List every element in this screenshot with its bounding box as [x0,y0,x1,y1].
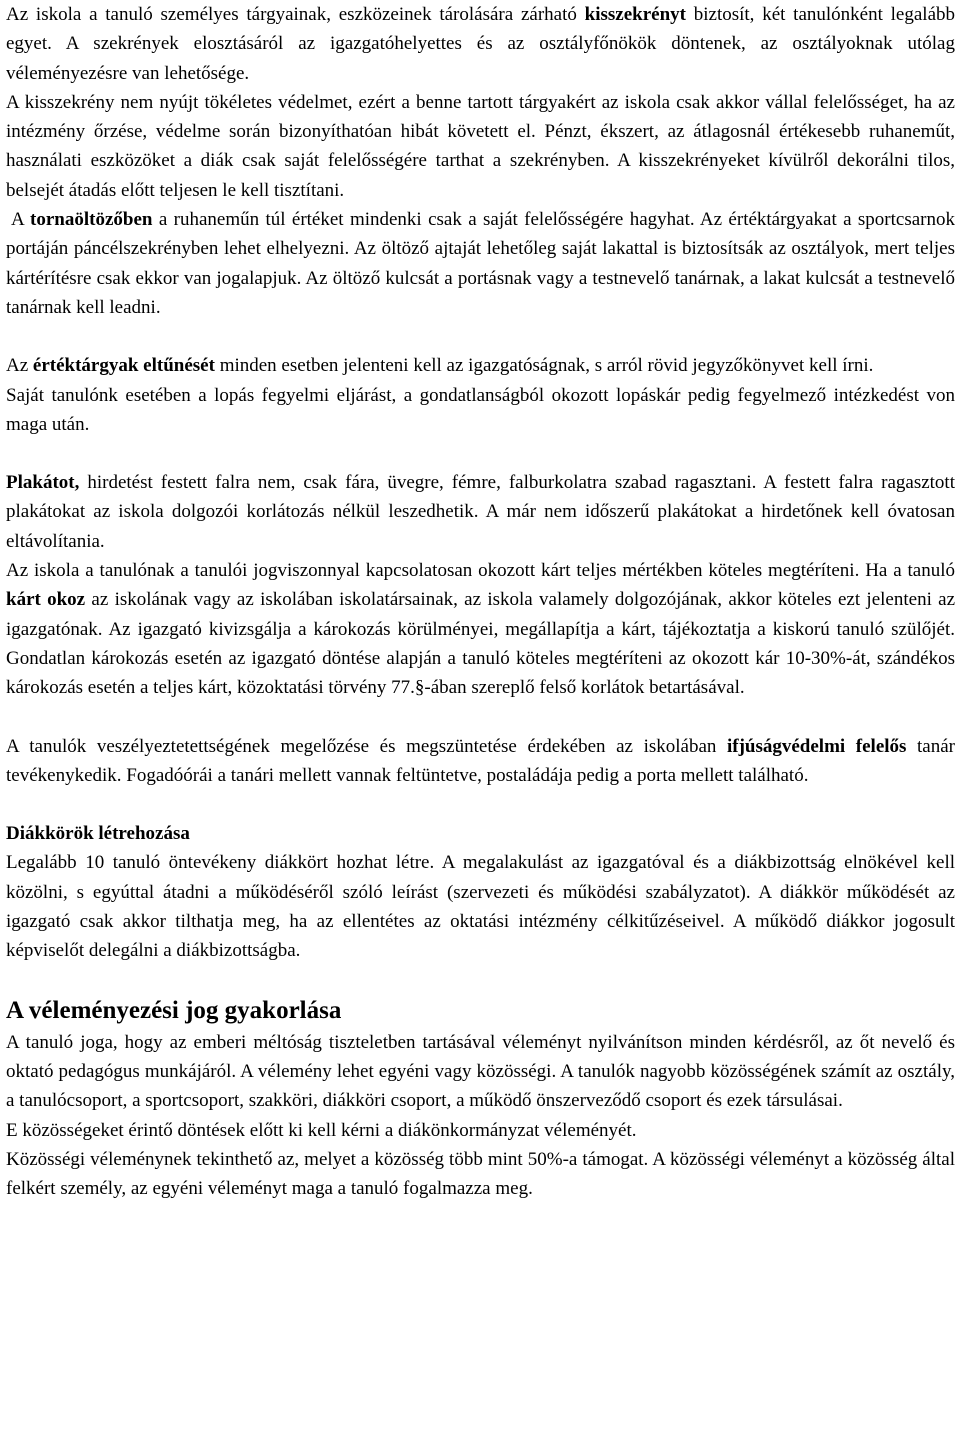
paragraph-student-clubs: Legalább 10 tanuló öntevékeny diákkört hozhat létre. A megalakulást az igazgatóval és a diákbizottság elnökével kell közölni, s egyúttal átadni a működéséről szóló leírást (szervezeti és működési szabályzatot). A diákkör működését az igazgató csak akkor tilthatja meg, ha az ellentétes az oktatási intézmény célkitűzéseivel. A működő diákkor jogosult képviselőt delegálni a diákbizottságba. [6,852,955,962]
paragraph-community-opinion: Közösségi véleménynek tekinthető az, melyet a közösség több mint 50%-a támogat. A közösségi véleményt a közösség által felkért személy, az egyéni véleményt maga a tanuló fogalmazza meg. [6,1148,955,1200]
paragraph-posters: Plakátot, hirdetést festett falra nem, csak fára, üvegre, fémre, falburkolatra szabad ragasztani. A festett falra ragasztott plakátokat az iskola dolgozói korlátozás nélkül leszedhetik. A már nem időszerű plakátokat a hirdetőnek kell óvatosan eltávolítania. [6,472,955,552]
emphasis-changing-room: tornaöltözőben [30,209,153,231]
emphasis-youth-protection: ifjúságvédelmi felelős [726,735,907,757]
document-page [6,0,955,1203]
paragraph-changing-room: A tornaöltözőben a ruhaneműn túl értéket mindenki csak a saját felelősségére hagyhat. Az értéktárgyakat a sportcsarnok portáján páncélszekrényben lehet elhelyezni. Az öltöző ajtaját lehetőleg saját lakattal is biztosítsák az osztályok, mert teljes kártérítésre csak ekkor van jogalapjuk. Az öltöző kulcsát a portásnak vagy a testnevelő tanárnak, a lakat kulcsát a testnevelő tanárnak kell leadni. [6,209,955,318]
paragraph-damages: Az iskola a tanulónak a tanulói jogviszonnyal kapcsolatosan okozott kárt teljes mértékben köteles megtéríteni. Ha a tanuló kárt okoz az iskolának vagy az iskolában iskolatársainak, az iskola valamely dolgozójának, akkor köteles ezt jelenteni az igazgatónak. Az igazgató kivizsgálja a károkozás körülményei, megállapítja a kárt, tájékoztatja a kiskorú tanuló szülőjét. Gondatlan károkozás esetén az igazgató döntése alapján a tanuló köteles megtéríteni az okozott kár 10-30%-át, szándékos károkozás esetén a teljes kárt, közoktatási törvény 77.§-ában szereplő felső korlátok betartásával. [6,560,956,699]
emphasis-valuables-loss: értéktárgyak eltűnését [32,355,215,377]
paragraph-opinion-rights: A tanuló joga, hogy az emberi méltóság tiszteletben tartásával véleményt nyilvánítson minden kérdésről, az őt nevelő és oktató pedagógus munkájáról. A vélemény lehet egyéni vagy közösségi. A tanulók nagyobb közösségének számít az osztály, a tanulócsoport, a sportcsoport, szakköri, diákköri csoport, a működő önszerveződő csoport és ezek társulásai. [6,1031,955,1112]
paragraph-locker-liability: A kisszekrény nem nyújt tökéletes védelmet, ezért a benne tartott tárgyakért az iskola csak akkor vállal felelősséget, ha az intézmény őrzése, védelme során bizonyíthatóan hibát követett el. Pénzt, ékszert, az átlagosnál értékesebb ruhaneműt, használati eszközöket a diák csak saját felelősségére tarthat a szekrényben. A kisszekrényeket kívülről dekorálni tilos, belsejét átadás előtt teljesen le kell tisztítani. [6,91,955,201]
emphasis-posters: Plakátot, [6,472,80,494]
heading-opinion-rights: A véleményezési jog gyakorlása [6,996,342,1024]
emphasis-damages: kárt okoz [6,589,86,611]
paragraph-lockers: Az iskola a tanuló személyes tárgyainak, eszközeinek tárolására zárható kisszekrényt biztosít, két tanulónként legalább egyet. A szekrények elosztásáról az igazgatóhelyettes és az osztályfőnökök döntenek, az osztályoknak utólag véleményezésre van lehetősége. [6,4,956,84]
paragraph-valuables-loss: Az értéktárgyak eltűnését minden esetben jelenteni kell az igazgatóságnak, s arról rövid jegyzőkönyvet kell írni. [6,355,874,377]
paragraph-community-decisions: E közösségeket érintő döntések előtt ki kell kérni a diákönkormányzat véleményét. [6,1119,637,1141]
paragraph-youth-protection: A tanulók veszélyeztetettségének megelőzése és megszüntetése érdekében az iskolában ifjúságvédelmi felelős tanár tevékenykedik. Fogadóórái a tanári mellett vannak feltüntetve, postaládája pedig a porta mellett található. [6,735,956,786]
emphasis-lockers: kisszekrényt [584,4,686,25]
paragraph-theft: Saját tanulónk esetében a lopás fegyelmi eljárást, a gondatlanságból okozott lopáskár pedig fegyelmező intézkedést von maga után. [6,384,955,435]
heading-student-clubs: Diákkörök létrehozása [6,823,190,845]
